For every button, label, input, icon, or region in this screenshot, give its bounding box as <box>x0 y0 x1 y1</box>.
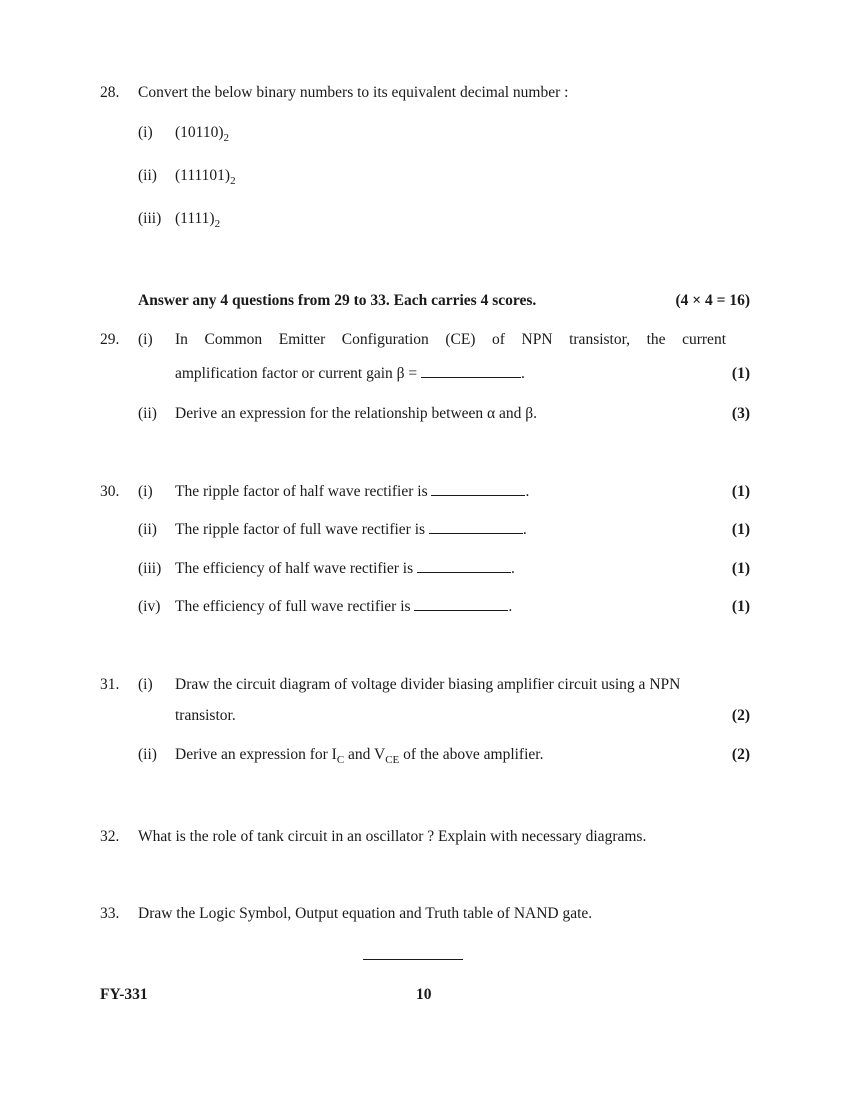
marks: (1) <box>731 598 750 615</box>
marks: (2) <box>731 746 750 763</box>
marks: (1) <box>731 365 750 382</box>
question-text: The ripple factor of half wave rectifier is . <box>175 483 530 500</box>
answer-blank <box>421 365 521 378</box>
part-label: (iii) <box>138 560 162 577</box>
question-text: Draw the Logic Symbol, Output equation and Truth table of NAND gate. <box>138 905 593 922</box>
question-text: What is the role of tank circuit in an oscillator ? Explain with necessary diagrams. <box>138 828 647 845</box>
end-divider <box>363 959 463 960</box>
section-instruction: Answer any 4 questions from 29 to 33. Each carries 4 scores. <box>138 292 537 309</box>
part-label: (iii) <box>138 210 162 227</box>
section-marks: (4 × 4 = 16) <box>675 292 750 309</box>
question-number: 28. <box>100 84 120 101</box>
marks: (1) <box>731 483 750 500</box>
answer-blank <box>417 560 511 573</box>
question-number: 33. <box>100 905 120 922</box>
part-label: (i) <box>138 331 153 348</box>
answer-blank <box>431 483 525 496</box>
question-text: The efficiency of full wave rectifier is . <box>175 598 513 615</box>
question-text-continued: transistor. <box>175 707 236 724</box>
question-text: Derive an expression for the relationship between α and β. <box>175 405 538 422</box>
part-label: (ii) <box>138 521 157 538</box>
part-label: (i) <box>138 483 153 500</box>
question-text: Derive an expression for $I_C$ and $V_{CE}$ of the above amplifier. <box>175 746 544 767</box>
part-label: (ii) <box>138 405 157 422</box>
paper-code: FY-331 <box>100 986 148 1003</box>
binary-value: $(10110)_2$ <box>175 124 229 145</box>
part-label: (ii) <box>138 167 157 184</box>
question-text: The ripple factor of full wave rectifier is . <box>175 521 527 538</box>
answer-blank <box>414 598 508 611</box>
binary-value: $(1111)_2$ <box>175 210 221 231</box>
answer-blank <box>429 521 523 534</box>
part-label: (i) <box>138 676 153 693</box>
question-text: Convert the below binary numbers to its equivalent decimal number : <box>138 84 569 101</box>
question-text: In Common Emitter Configuration (CE) of NPN transistor, the current <box>175 331 726 348</box>
question-number: 32. <box>100 828 120 845</box>
question-number: 31. <box>100 676 120 693</box>
binary-value: $(111101)_2$ <box>175 167 236 188</box>
marks: (3) <box>731 405 750 422</box>
part-label: (iv) <box>138 598 161 615</box>
page-number: 10 <box>416 986 432 1003</box>
part-label: (ii) <box>138 746 157 763</box>
marks: (1) <box>731 521 750 538</box>
question-number: 29. <box>100 331 120 348</box>
question-text: The efficiency of half wave rectifier is . <box>175 560 515 577</box>
part-label: (i) <box>138 124 153 141</box>
question-number: 30. <box>100 483 120 500</box>
question-text: Draw the circuit diagram of voltage divider biasing amplifier circuit using a NPN <box>175 676 681 693</box>
marks: (2) <box>731 707 750 724</box>
question-text-continued: amplification factor or current gain β = . <box>175 365 525 382</box>
marks: (1) <box>731 560 750 577</box>
